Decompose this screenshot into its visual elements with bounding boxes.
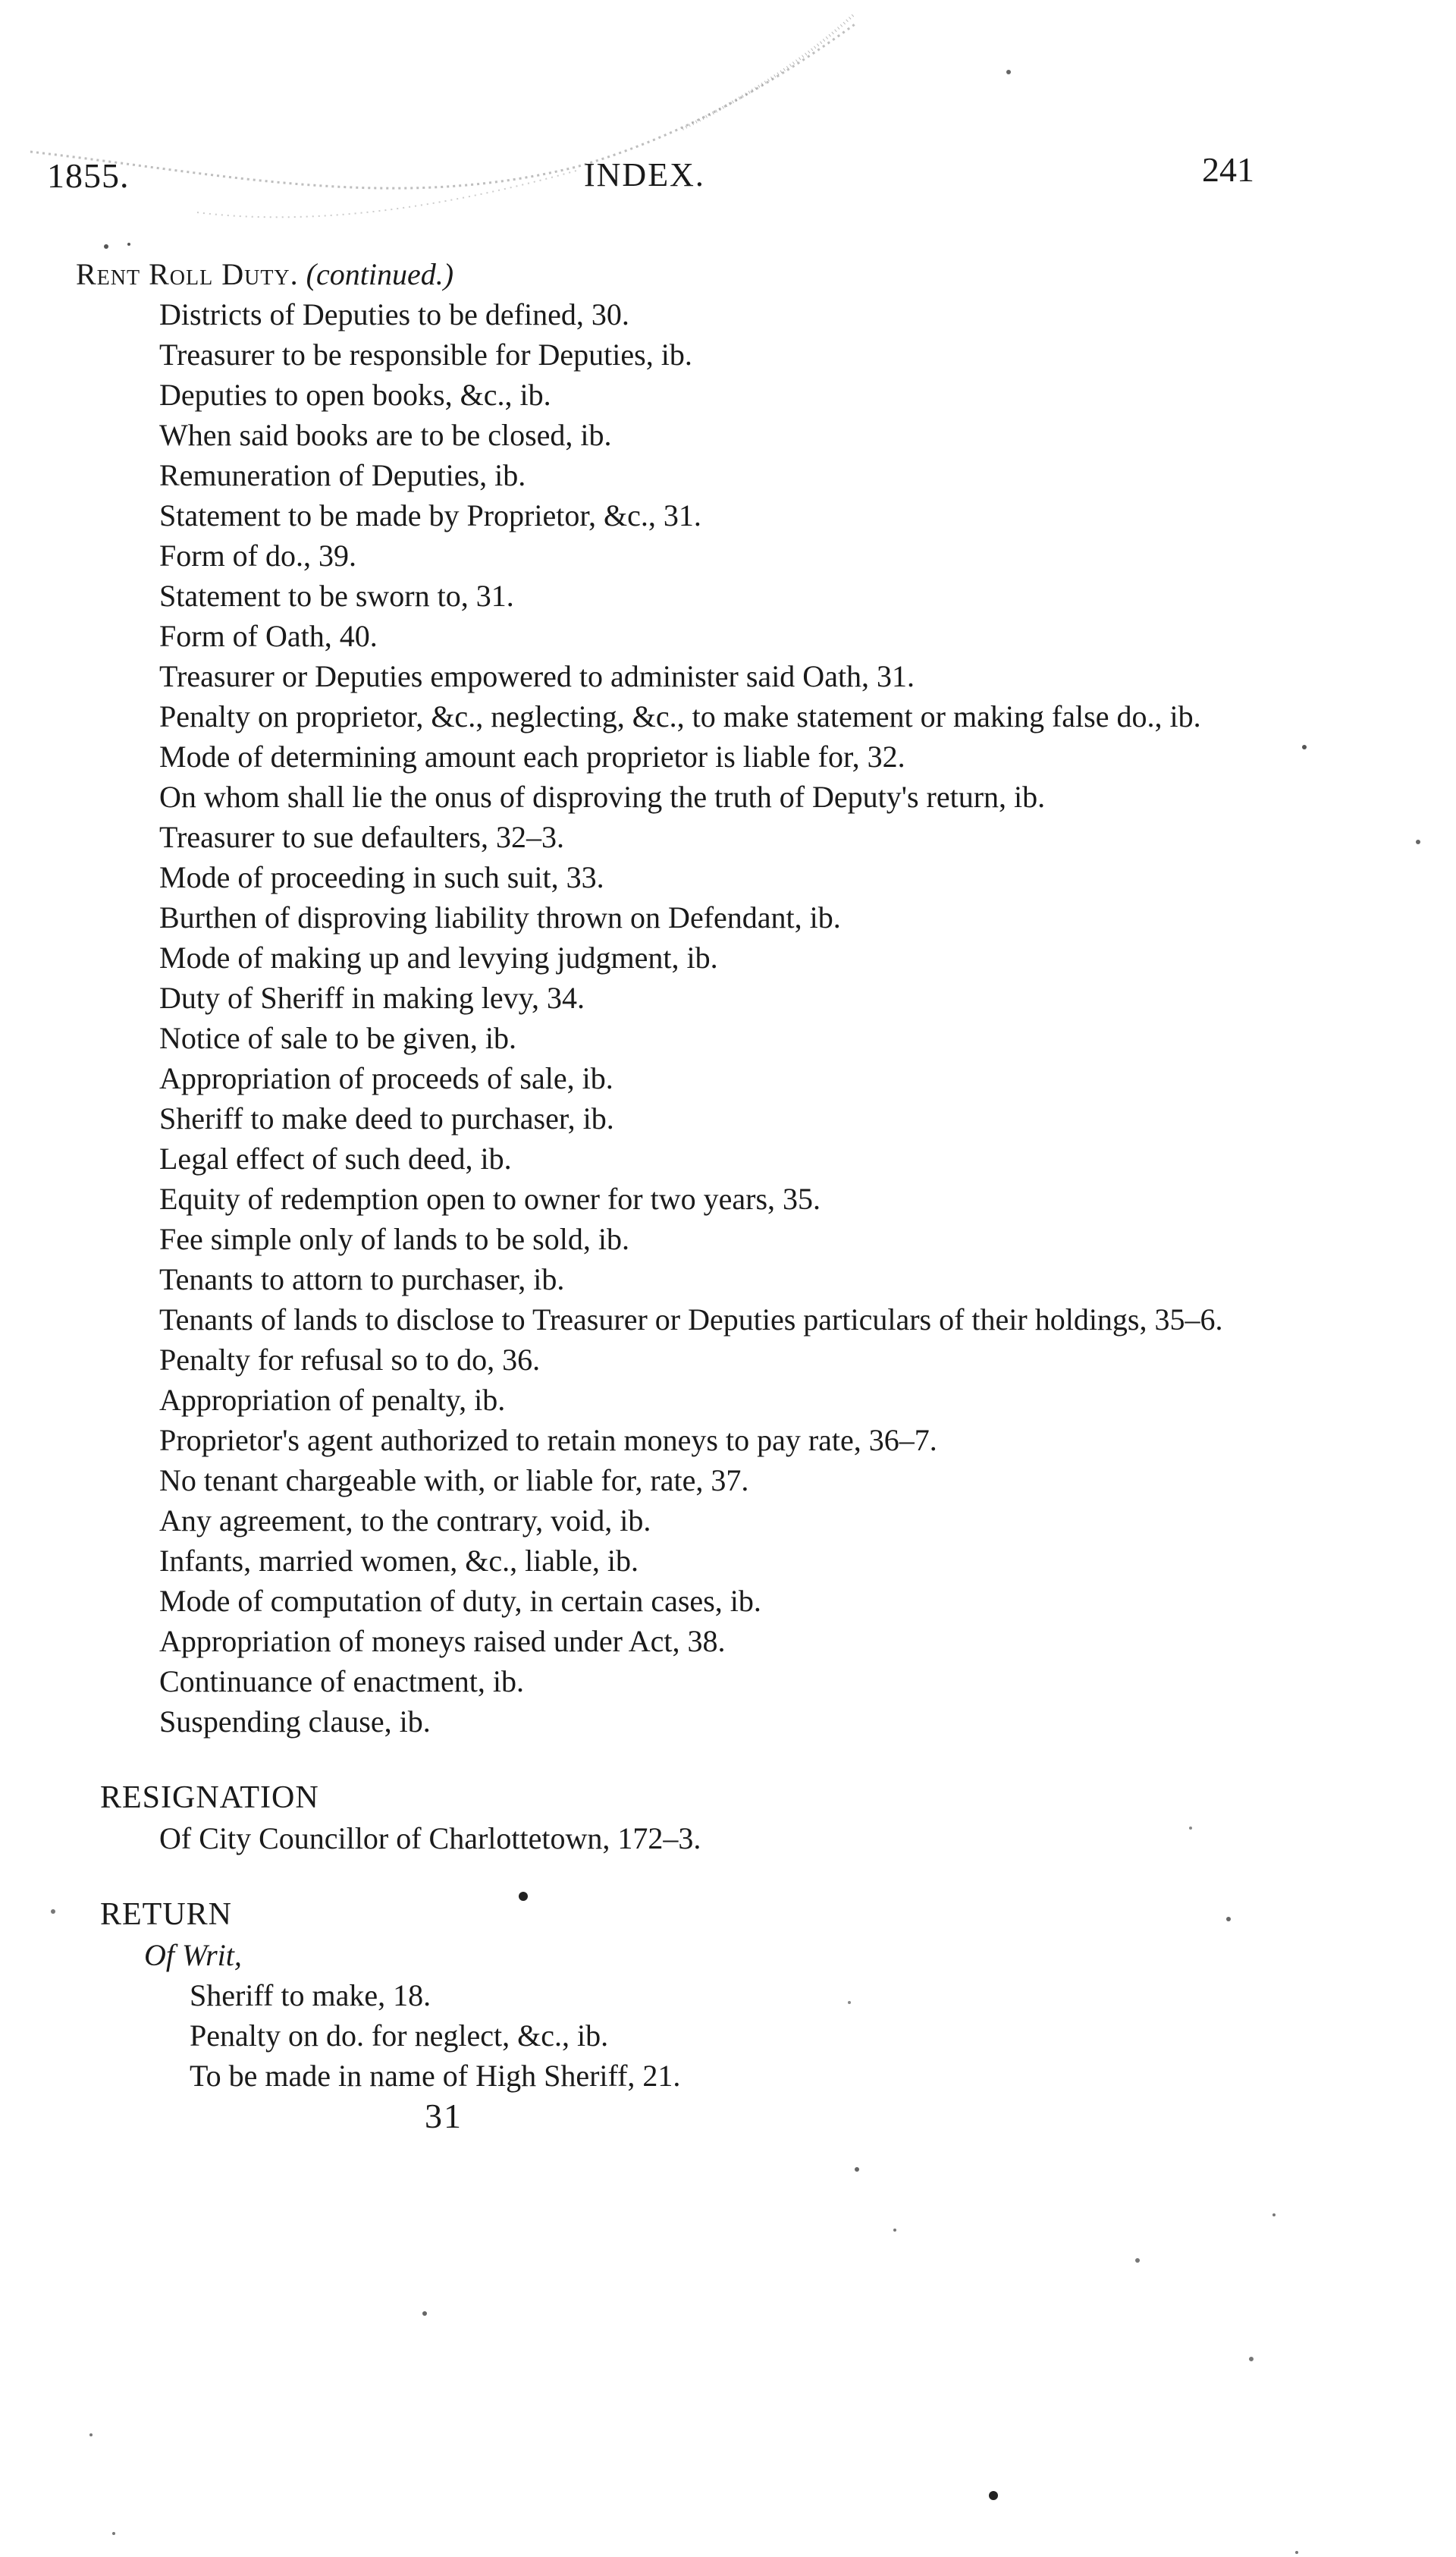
index-entry: Of City Councillor of Charlottetown, 172–3.: [159, 1821, 701, 1855]
index-entry: Tenants to attorn to purchaser, ib.: [159, 1262, 565, 1296]
index-entry: Equity of redemption open to owner for two years, 35.: [159, 1182, 821, 1216]
index-entry: Form of Oath, 40.: [159, 619, 378, 653]
index-entry: Treasurer to sue defaulters, 32–3.: [159, 820, 564, 854]
index-entry: Form of do., 39.: [159, 539, 356, 573]
index-entry: Appropriation of proceeds of sale, ib.: [159, 1061, 613, 1095]
index-entry: Proprietor's agent authorized to retain moneys to pay rate, 36–7.: [159, 1423, 937, 1457]
index-entry: Sheriff to make, 18.: [190, 1978, 431, 2012]
index-entry: Mode of proceeding in such suit, 33.: [159, 860, 604, 894]
index-entry: Notice of sale to be given, ib.: [159, 1021, 516, 1055]
rent-roll-duty-title: Rent Roll Duty.: [76, 257, 299, 291]
return-subheading: Of Writ,: [144, 1938, 242, 1972]
index-entry: Remuneration of Deputies, ib.: [159, 458, 526, 492]
index-entry: Legal effect of such deed, ib.: [159, 1142, 512, 1176]
index-entry: When said books are to be closed, ib.: [159, 418, 612, 452]
index-entry: Statement to be made by Proprietor, &c., 31.: [159, 498, 701, 532]
index-entry: On whom shall lie the onus of disproving the truth of Deputy's return, ib.: [159, 780, 1046, 814]
running-head-title: INDEX.: [584, 156, 705, 193]
index-entry: Continuance of enactment, ib.: [159, 1664, 524, 1698]
index-body: [76, 254, 1320, 2136]
continued-label: (continued.): [306, 257, 454, 291]
index-entry: Fee simple only of lands to be sold, ib.: [159, 1222, 629, 1256]
index-entry: Any agreement, to the contrary, void, ib.: [159, 1503, 651, 1538]
index-entry: Mode of determining amount each proprietor is liable for, 32.: [159, 740, 905, 774]
index-entry: Appropriation of penalty, ib.: [159, 1383, 506, 1417]
rent-roll-entries: [76, 294, 1320, 1742]
page-number: 241: [1202, 150, 1254, 189]
resignation-heading: RESIGNATION: [100, 1780, 319, 1815]
index-entry: To be made in name of High Sheriff, 21.: [190, 2059, 681, 2093]
index-entry: Duty of Sheriff in making levy, 34.: [159, 981, 585, 1015]
index-entry: Mode of computation of duty, in certain cases, ib.: [159, 1584, 761, 1618]
index-entry: Suspending clause, ib.: [159, 1704, 431, 1739]
index-entry: Appropriation of moneys raised under Act, 38.: [159, 1624, 726, 1658]
index-entry: Statement to be sworn to, 31.: [159, 579, 514, 613]
index-entry: Deputies to open books, &c., ib.: [159, 378, 551, 412]
rent-roll-duty-heading: [76, 254, 1320, 294]
index-entry: Infants, married women, &c., liable, ib.: [159, 1544, 639, 1578]
index-entry: Penalty on do. for neglect, &c., ib.: [190, 2018, 609, 2053]
index-entry: Sheriff to make deed to purchaser, ib.: [159, 1101, 614, 1136]
index-entry: Tenants of lands to disclose to Treasurer or Deputies particulars of their holdings, 35–6.: [159, 1302, 1223, 1337]
index-entry: Mode of making up and levying judgment, ib.: [159, 941, 718, 975]
index-entry: No tenant chargeable with, or liable for, rate, 37.: [159, 1463, 749, 1497]
return-heading: RETURN: [100, 1897, 232, 1932]
index-entry: Treasurer or Deputies empowered to administer said Oath, 31.: [159, 659, 915, 693]
index-entry: Districts of Deputies to be defined, 30.: [159, 297, 629, 331]
running-head: [0, 150, 1456, 224]
index-entry: Burthen of disproving liability thrown on Defendant, ib.: [159, 900, 841, 935]
signature-mark: 31: [425, 2097, 463, 2135]
index-entry: Penalty on proprietor, &c., neglecting, &c., to make statement or making false do., ib.: [159, 699, 1201, 733]
index-entry: Penalty for refusal so to do, 36.: [159, 1343, 541, 1377]
running-head-year: 1855.: [47, 156, 130, 195]
index-entry: Treasurer to be responsible for Deputies, ib.: [159, 338, 692, 372]
